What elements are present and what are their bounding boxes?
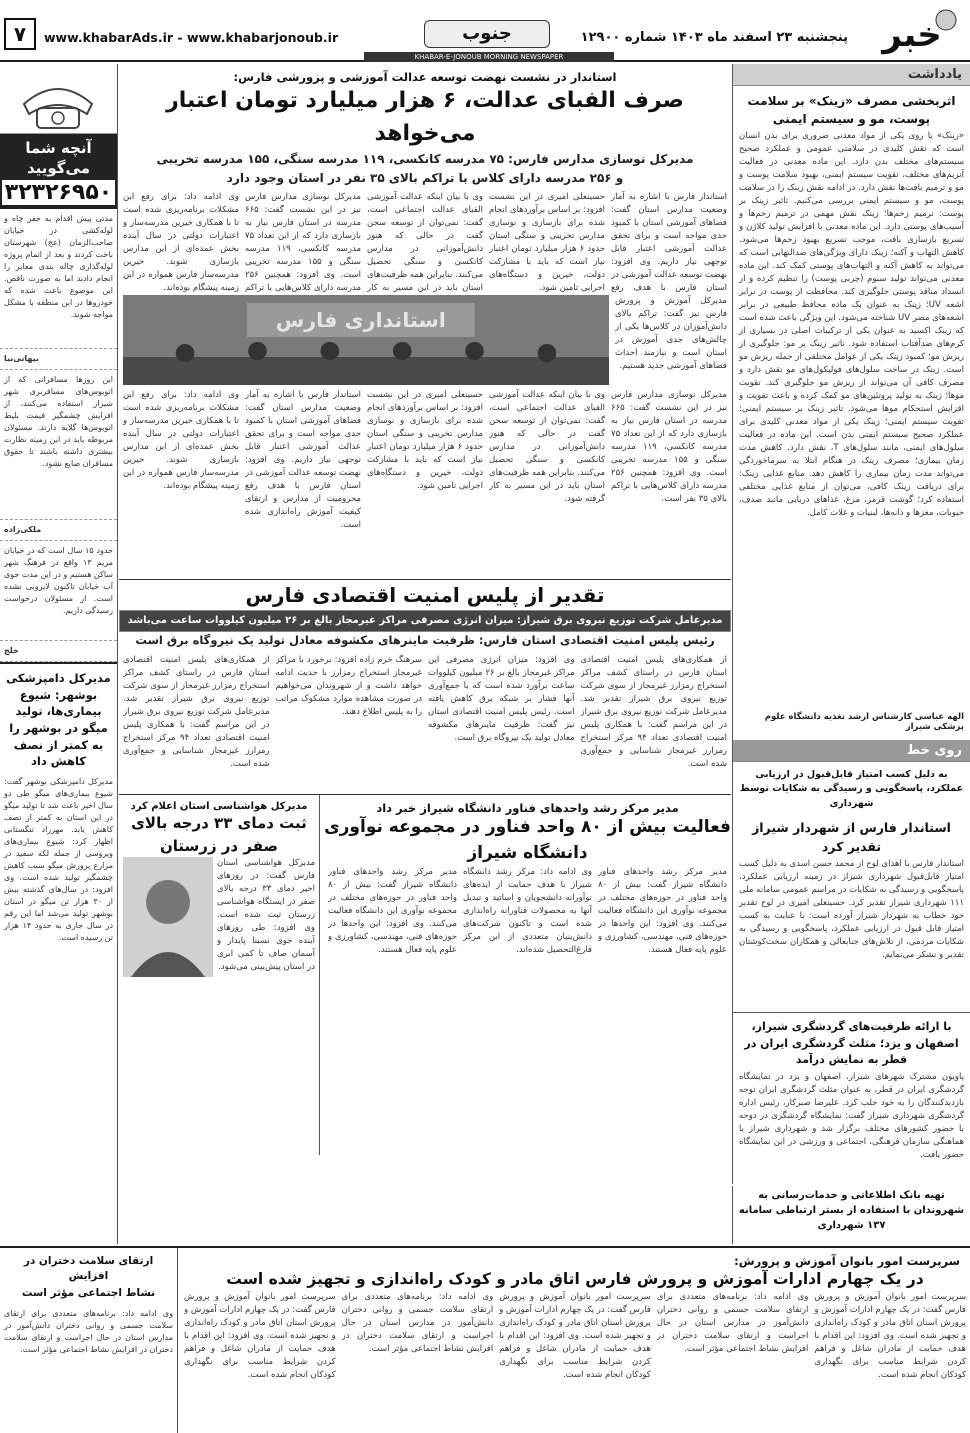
lead-body-col: مدیرکل نوسازی مدارس فارس نیز در این نشست گفت: ۶۶۵ مدرسه در استان فارس نیاز به بازسازی دارد که از این تعداد ۷۵ مدرسه کانکسی، ۱۱۹ مدرسه سنگی و ۱۵۵ مدرسه تخریبی است. وی افزود: همچنین ۲۵۶ مدرسه دارای کلاس‌هایی با تراکم (245, 192, 361, 294)
bank-title: تهیه بانک اطلاعاتی و خدمات‌رسانی به شهروندان با استفاده از بستر ارتباطی سامانه ۱۳۷ شهرداری (738, 1190, 965, 1231)
main-area (119, 64, 731, 1155)
website-url[interactable]: www.khabarAds.ir - www.khabarjonoub.ir (44, 30, 339, 45)
lead-photo-row (119, 295, 731, 385)
reader-signature: ملکی‌زاده (4, 525, 42, 534)
meeting-photo (123, 295, 609, 385)
weather-headline: ثبت دمای ۳۳ درجه بالای صفر در زرستان (131, 814, 307, 855)
weather-kicker: مدیرکل هواشناسی استان اعلام کرد (130, 801, 308, 812)
official-portrait (123, 857, 213, 977)
side-title-2: نشاط اجتماعی مؤثر است (21, 1287, 156, 1300)
bottom-body-col: سرپرست امور بانوان آموزش و پرورش فارس گفت: در یک چهارم ادارات آموزش و پرورش استان اتاق مادر و کودک راه‌اندازی و تجهیز شده است. وی افزود: این اقدام با هدف حمایت از مادران شاغل و فراهم کردن شرایط مناسب برای نگهداری کودکان انجام شده است. (499, 1292, 651, 1381)
police-sub: رئیس پلیس امنیت اقتصادی استان فارس: ظرفیت ماینرهای مکشوفه معادل تولید یک نیروگاه برق است (135, 633, 715, 648)
reader-comment-text: این روزها مسافرانی که از اتوبوس‌های مسافربری شهر شیراز استفاده می‌کنند، از افزایش چشمگیر قیمت بلیط اتوبوس‌ها گلایه دارند. مسئولان مربوطه باید در این زمینه نظارت بیشتری داشته باشند تا حقوق مسافران ضایع نشود. (4, 375, 113, 468)
tech-kicker: مدیر مرکز رشد واحدهای فناور دانشگاه شیراز خبر داد (376, 801, 679, 815)
phone-illustration (0, 64, 117, 134)
lead-body-col: مدیرکل آموزش و پرورش فارس نیز گفت: تراکم بالای دانش‌آموزان در کلاس‌ها یکی از چالش‌های جدی آموزش در استان است و نیازمند احداث فضاهای آموزشی جدید هستیم. (615, 296, 727, 372)
tech-story (319, 795, 731, 1155)
police-banner: مدیرعامل شرکت توزیع نیروی برق شیراز: میزان انرژی مصرفی مراکز غیرمجاز بالغ بر ۲۶ میلیون کیلووات ساعت می‌باشد (119, 610, 731, 632)
newspaper-logo (852, 2, 962, 58)
readers-phone-number[interactable]: ۳۲۳۲۶۹۵۰ (2, 180, 115, 205)
readers-say-title: آنچه شما می‌گویید (25, 139, 92, 177)
page-number: ۷ (4, 18, 36, 50)
reader-comment (0, 541, 117, 641)
weather-body-row (123, 857, 315, 1127)
bottom-body-col: سرپرست امور بانوان آموزش و پرورش فارس گفت: در یک چهارم ادارات آموزش و پرورش استان اتاق مادر و کودک راه‌اندازی و تجهیز شده است. وی افزود: این اقدام با هدف حمایت از مادران شاغل و فراهم کردن شرایط مناسب برای نگهداری کودکان انجام شده است. (814, 1292, 966, 1381)
police-headline: تقدیر از پلیس امنیت اقتصادی فارس (245, 583, 605, 608)
right-column (732, 64, 970, 1184)
police-body-col: از همکاری‌های پلیس امنیت اقتصادی استان فارس در راستای کشف مراکز استخراج رمزارز غیرمجاز از سوی شرکت توزیع نیروی برق شیراز تقدیر شد. مدیرعامل شرکت توزیع نیروی برق شیراز در این مراسم گفت: با همکاری پلیس امنیت اقتصادی تعداد ۹۴ مرکز استخراج رمزارز غیرمجاز شناسایی و جمع‌آوری شده است. (580, 655, 727, 769)
lead-body-col: استاندار فارس با اشاره به آمار وضعیت مدارس استان گفت: فضاهای آموزشی استان با کمبود جدی مواجه است و برای تحقق عدالت آموزشی اعتبار قابل توجهی نیاز داریم. وی افزود: نهضت توسعه عدالت آموزشی در استان فارس با هدف رفع محرومیت از مدارس و ارتقای کیفیت آموزش راه‌اندازی شده است. (245, 390, 361, 531)
bottom-story (0, 1246, 970, 1433)
bottom-side-story (0, 1248, 178, 1433)
bank-story (732, 1186, 970, 1244)
reader-comment-sign (0, 349, 117, 370)
lead-body-col: حسینعلی امیری در این نشست افزود: بر اساس برآوردهای انجام شده برای بازسازی و نوسازی مدارس تخریبی و سنگی استان حدود ۶ هزار میلیارد تومان اعتبار نیاز است که باید با مشارکت دولت، خیرین و دستگاه‌های اجرایی تامین شود. (489, 192, 605, 294)
section-tab: جنوب (424, 20, 550, 48)
weather-story (119, 795, 319, 1155)
bottom-columns (180, 1291, 970, 1411)
note-author: الهه عباسی کارشناس ارشد تغذیه دانشگاه علوم پزشکی شیراز (764, 712, 964, 732)
lead-body-col: حسینعلی امیری در این نشست افزود: بر اساس برآوردهای انجام شده برای بازسازی و نوسازی مدارس تخریبی و سنگی استان حدود ۶ هزار میلیارد تومان اعتبار نیاز است که باید با مشارکت دولت، خیرین و دستگاه‌های اجرایی تامین شود. (367, 390, 483, 492)
reader-comment (0, 370, 117, 520)
lower-stories (119, 795, 731, 1155)
online-body: استاندار فارس با اهدای لوح از محمد حسن اسدی به دلیل کسب امتیاز قابل‌قبول شهرداری شیراز در زمینه ارزیابی عملکرد، پاسخگویی و رسیدگی به شکایات در مراسم عمومی سامانه ملی ۱۱۱ شهرداری شیراز تقدیر کرد. حسینعلی امیری در لوح تقدیر خود خطاب به شهردار شیراز آورده است: با عنایت به کسب امتیاز قابل قبول در ارزیابی عملکرد، پاسخگویی و رسیدگی به شکایات مردمی، از تلاش‌های جنابعالی و همکاران سخت‌کوشتان تقدیر و تشکر می‌نمایم. (739, 859, 964, 961)
tech-body-col: وی ادامه داد: مرکز رشد دانشگاه شیراز با هدف حمایت از ایده‌های نوآورانه دانشجویان و اساتید و تبدیل آنها به محصولات فناورانه راه‌اندازی شده است و تاکنون شرکت‌های دانش‌بنیان متعددی از این مرکز فارغ‌التحصیل شده‌اند. (463, 867, 592, 955)
tech-body-col: مدیر مرکز رشد واحدهای فناور دانشگاه شیراز گفت: بیش از ۸۰ واحد فناور در حوزه‌های مختلف در مجموعه نوآوری این دانشگاه فعالیت می‌کنند. وی افزود: این واحدها در حوزه‌های فنی، مهندسی، کشاورزی و علوم پایه فعال هستند. (598, 867, 727, 955)
reader-comment-sign (0, 641, 117, 662)
bottom-body-col: سرپرست امور بانوان آموزش و پرورش فارس گفت: در یک چهارم ادارات آموزش و پرورش استان اتاق مادر و کودک راه‌اندازی و تجهیز شده است. وی افزود: این اقدام با هدف حمایت از مادران شاغل و فراهم کردن شرایط مناسب برای نگهداری کودکان انجام شده است. (184, 1292, 336, 1381)
online-title: استاندار فارس از شهردار شیراز تقدیر کرد (752, 819, 951, 854)
online-kicker: به دلیل کسب امتیاز قابل‌قبول در ارزیابی عملکرد، پاسخگویی و رسیدگی به شکایات توسط شهرداری (739, 769, 964, 809)
meeting-photo-graphic (123, 295, 609, 385)
lead-headline: صرف الفبای عدالت، ۶ هزار میلیارد تومان اعتبار می‌خواهد (166, 88, 684, 146)
online-header: روی خط (733, 740, 970, 762)
note-body: «زینک» یا روی یکی از مواد معدنی ضروری برای بدن انسان است که نقش کلیدی در سلامتی عمومی و عملکرد صحیح سیستم‌های مختلف بدن دارد. این ماده معدنی در فعالیت آنزیم‌های مختلف، تقویت سیستم ایمنی، بهبود سلامت پوست و مو و ترمیم بافت‌ها نقش دارد. در ادامه نقش زینک را در سلامت پوست، مو و سیستم ایمنی بررسی می‌کنیم. تاثیر زینک بر پوست: ترمیم زخم‌ها؛ زینک نقش مهمی در ترمیم زخم‌ها و آسیب‌های پوستی دارد. این ماده معدنی با افزایش تولید کلاژن و تسریع بازسازی بافت، موجب تسریع بهبود زخم‌ها می‌شود. کاهش التهاب و آکنه؛ زینک دارای ویژگی‌های ضدالتهابی است که می‌تواند به کاهش آکنه و التهاب‌های پوستی کمک کند. این ماده معدنی می‌تواند تولید سبوم (چربی پوست) را تنظیم کرده و از انسداد منافذ پوستی جلوگیری کند. محافظت از پوست در برابر اشعه UV؛ زینک به عنوان یک ماده محافظ طبیعی در برابر اشعه‌های مضر UV شناخته می‌شود. این ویژگی باعث شده است که زینک اکسید به عنوان یکی از ترکیبات اصلی در بسیاری از کرم‌های ضدآفتاب استفاده شود. تاثیر زینک بر مو: جلوگیری از ریزش مو؛ کمبود زینک یکی از عوامل مختلفی از جمله ریزش مو است. زینک در ساخت سلول‌های فولیکول‌های مو نقش دارد و مصرف کافی آن می‌تواند از ریزش مو جلوگیری کند. تقویت موها؛ زینک به تولید پروتئین‌های مو کمک کرده و باعث تقویت و افزایش استحکام موها می‌شود. تاثیر زینک بر سیستم ایمنی: تقویت سیستم ایمنی؛ زینک یکی از مواد معدنی کلیدی برای عملکرد صحیح سیستم ایمنی بدن است. این ماده در فعالیت سلول‌های ایمنی، مانند سلول‌های T، نقش دارد. کاهش مدت زمان بیماری؛ مصرف زینک در هنگام ابتلا به سرماخوردگی می‌تواند مدت زمان بیماری را کاهش دهد. منابع غذایی زینک: برای دریافت زینک کافی، می‌توان از منابع غذایی مختلفی استفاده کرد؛ گوشت قرمز، مرغ، غذاهای دریایی مانند صدف، حبوبات، مغزها و دانه‌ها، لبنیات و غلات کامل. (739, 131, 965, 518)
lead-columns-top (119, 191, 731, 295)
reader-comment (0, 209, 117, 349)
svg-text:خبر: خبر (882, 15, 942, 55)
bottom-main (180, 1248, 970, 1433)
lead-kicker: استاندار در نشست نهضت توسعه عدالت آموزشی و پرورشی فارس: (233, 70, 617, 84)
lead-body-col: استاندار فارس با اشاره به آمار وضعیت مدارس استان گفت: فضاهای آموزشی استان با کمبود جدی مواجه است و برای تحقق عدالت آموزشی اعتبار قابل توجهی نیاز داریم. وی افزود: نهضت توسعه عدالت آموزشی در استان فارس با هدف رفع (611, 192, 727, 294)
issue-date-line: پنجشنبه ۲۳ اسفند ماه ۱۴۰۳ شماره ۱۲۹۰۰ (580, 30, 848, 45)
reader-signature: خلج (4, 646, 19, 655)
reader-comment-text: مدتی پیش اقدام به حفر چاه و لوله‌کشی در خیابان صاحب‌الزمان (عج) شهرستان باخت کردند و بعد از اتمام پروژه لوله‌گذاری چاله بندی معابر را انجام دادند اما به صورت ناقص. این موضوع باعث شده که خودروها در این منطقه با مشکل مواجه شوند. (4, 214, 113, 319)
health-headline: مدیرکل دامپزشکی بوشهر: شیوع بیماری‌ها، تولید میگو در بوشهر را به کمتر از نصف کاهش داد (0, 662, 117, 772)
health-body: مدیرکل دامپزشکی بوشهر گفت: شیوع بیماری‌های میگو طی دو سال اخیر باعث شد تا تولید میگو در این استان به کمتر از نصف کاهش یابد. مهرزاد تنگستانی اظهار کرد: شیوع بیماری‌های ویروسی از جمله لکه سفید در مزارع پرورش میگو سبب کاهش چشمگیر تولید شده است. وی افزود: در سال‌های گذشته بیش از ۳۰ هزار تن میگو در استان بوشهر تولید می‌شد اما این رقم در سال جاری به حدود ۱۴ هزار تن رسیده است. (4, 777, 114, 943)
police-body-col: وی افزود: میزان انرژی مصرفی این مراکز غیرمجاز بالغ بر ۲۶ میلیون کیلووات ساعت برآورد شده است که با جمع‌آوری آنها فشار بر شبکه برق کاهش یافته است. رئیس پلیس امنیت اقتصادی استان نیز گفت: ظرفیت ماینرهای مکشوفه معادل تولید یک نیروگاه برق است. (428, 655, 575, 743)
police-body-col: از همکاری‌های پلیس امنیت اقتصادی استان فارس در راستای کشف مراکز استخراج رمزارز غیرمجاز از سوی شرکت توزیع نیروی برق شیراز تقدیر شد. مدیرعامل شرکت توزیع نیروی برق شیراز در این مراسم گفت: با همکاری پلیس امنیت اقتصادی تعداد ۹۴ مرکز استخراج رمزارز غیرمجاز شناسایی و جمع‌آوری شده است. (123, 655, 270, 769)
reader-comment-sign (0, 520, 117, 541)
bottom-kicker: سرپرست امور بانوان آموزش و پرورش: (734, 1254, 960, 1268)
police-columns (119, 654, 731, 794)
police-body-col: سرهنگ خرم زاده افزود: برخورد با مراکز غیرمجاز استخراج رمزارز با جدیت ادامه خواهد داشت و از شهروندان می‌خواهیم در صورت مشاهده موارد مشکوک مراتب را به پلیس اطلاع دهند. (275, 655, 422, 717)
reader-comment-text: حدود ۱۵ سال است که در خیابان مریم ۱۳ واقع در فرهنگ شهر ساکن هستیم و در این مدت جوی آب خیابان تاکنون لایروبی نشده است. از مسئولان درخواست رسیدگی داریم. (4, 546, 114, 615)
lead-deck-2: و ۲۵۶ مدرسه دارای کلاس با تراکم بالای ۳۵ نفر در استان وجود دارد (226, 170, 624, 185)
tourism-body: پاویون مشترک شهرهای شیراز، اصفهان و یزد در نمایشگاه گردشگری ایران در قطر، به عنوان مثلث گردشگری ایران توجه بازدیدکنندگان را به خود جلب کرد. علیرضا صبرکار، رئیس اداره گردشگری شهرداری شیراز گفت: نمایشگاه گردشگری در دوحه با حضور کشورهای مختلف برگزار شد و شهرداری شیراز با هماهنگی سازمان فرهنگی، اجتماعی و ورزشی در این نمایشگاه حضور یافت. (739, 1071, 964, 1160)
photo-sign: استانداری فارس (275, 308, 446, 333)
note-header: یادداشت (733, 64, 970, 86)
weather-body: مدیرکل هواشناسی استان فارس گفت: در روزهای اخیر دمای ۳۳ درجه بالای صفر در ایستگاه هواشناسی زرستان ثبت شده است. وی افزود: طی روزهای آینده جوی نسبتا پایدار و آسمان صاف تا کمی ابری در استان پیش‌بینی می‌شود. (217, 858, 315, 972)
tech-columns (324, 866, 731, 1146)
bottom-headline: در یک چهارم ادارات آموزش و پرورش فارس اتاق مادر و کودک راه‌اندازی و تجهیز شده است (226, 1270, 924, 1288)
left-column (0, 64, 118, 1244)
bottom-body-col: وی ادامه داد: برنامه‌های متعددی برای ارتقای سلامت جسمی و روانی دختران دانش‌آموز در مدارس استان در حال اجراست و ارتقای سلامت دختران در افزایش نشاط اجتماعی مؤثر است. (656, 1292, 809, 1355)
side-title-1: ارتقای سلامت دختران در افزایش (23, 1255, 154, 1283)
side-body: وی ادامه داد: برنامه‌های متعددی برای ارتقای سلامت جسمی و روانی دختران دانش‌آموز در مدارس استان در حال اجراست و ارتقای سلامت دختران در افزایش نشاط اجتماعی مؤثر است. (4, 1308, 173, 1354)
lead-body-col: وی با بیان اینکه عدالت آموزشی الفبای عدالت اجتماعی است، گفت: نمی‌توان از توسعه سخن گفت در حالی که هنوز دانش‌آموزانی در مدارس کانکسی و سنگی تحصیل می‌کنند. بنابراین همه ظرفیت‌های استان باید در این مسیر به کار (367, 192, 483, 294)
telephone-icon (0, 64, 117, 134)
lead-body-col: وی ادامه داد: برای رفع این مشکلات برنامه‌ریزی شده است تا با همکاری خیرین مدرسه‌ساز و اعتبارات دولتی در سال آینده بخش عمده‌ای از این مدارس بازسازی شوند. خیرین مدرسه‌ساز فارس همواره در این زمینه پیشگام بوده‌اند. (123, 390, 239, 492)
lead-body-col: مدیرکل نوسازی مدارس فارس نیز در این نشست گفت: ۶۶۵ مدرسه در استان فارس نیاز به بازسازی دارد که از این تعداد ۷۵ مدرسه کانکسی، ۱۱۹ مدرسه سنگی و ۱۵۵ مدرسه تخریبی است. وی افزود: همچنین ۲۵۶ مدرسه دارای کلاس‌هایی با تراکم بالای ۳۵ نفر است. (611, 390, 727, 505)
masthead-subtitle: KHABAR-E-JONOUB MORNING NEWSPAPER (364, 52, 614, 62)
lead-body-col: وی ادامه داد: برای رفع این مشکلات برنامه‌ریزی شده است تا با همکاری خیرین مدرسه‌ساز و اعتبارات دولتی در سال آینده بخش عمده‌ای از این مدارس بازسازی شوند. خیرین مدرسه‌ساز فارس همواره در این زمینه پیشگام بوده‌اند. (123, 192, 239, 294)
lead-columns-bottom (119, 389, 731, 579)
tech-headline: فعالیت بیش از ۸۰ واحد فناور در مجموعه نوآوری دانشگاه شیراز (324, 817, 731, 863)
readers-say-box (0, 134, 117, 209)
lead-deck-1: مدیرکل نوسازی مدارس فارس: ۷۵ مدرسه کانکسی، ۱۱۹ مدرسه سنگی، ۱۵۵ مدرسه تخریبی (156, 152, 694, 166)
tech-body-col: مدیر مرکز رشد واحدهای فناور دانشگاه شیراز گفت: بیش از ۸۰ واحد فناور در حوزه‌های مختلف در مجموعه نوآوری این دانشگاه فعالیت می‌کنند. وی افزود: این واحدها در حوزه‌های فنی، مهندسی، کشاورزی و علوم پایه فعال هستند. (328, 867, 457, 955)
lead-body-col: وی با بیان اینکه عدالت آموزشی الفبای عدالت اجتماعی است، گفت: نمی‌توان از توسعه سخن گفت در حالی که هنوز دانش‌آموزانی در مدارس کانکسی و سنگی تحصیل می‌کنند. بنابراین همه ظرفیت‌های استان باید در این مسیر به کار گرفته شود. (489, 390, 605, 505)
masthead (0, 0, 970, 62)
reader-signature: بیهانی‌نیا (4, 354, 39, 363)
note-title: اثربخشی مصرف «زینک» بر سلامت پوست، مو و سیستم ایمنی (747, 94, 956, 126)
tourism-title: با ارائه ظرفیت‌های گردشگری شیراز، اصفهان و یزد؛ مثلث گردشگری ایران در قطر به نمایش درآمد (733, 1012, 970, 1071)
bottom-body-col: وی ادامه داد: برنامه‌های متعددی برای ارتقای سلامت جسمی و روانی دختران دانش‌آموز در مدارس استان در حال اجراست و ارتقای سلامت دختران در افزایش نشاط اجتماعی مؤثر است. (341, 1292, 494, 1355)
